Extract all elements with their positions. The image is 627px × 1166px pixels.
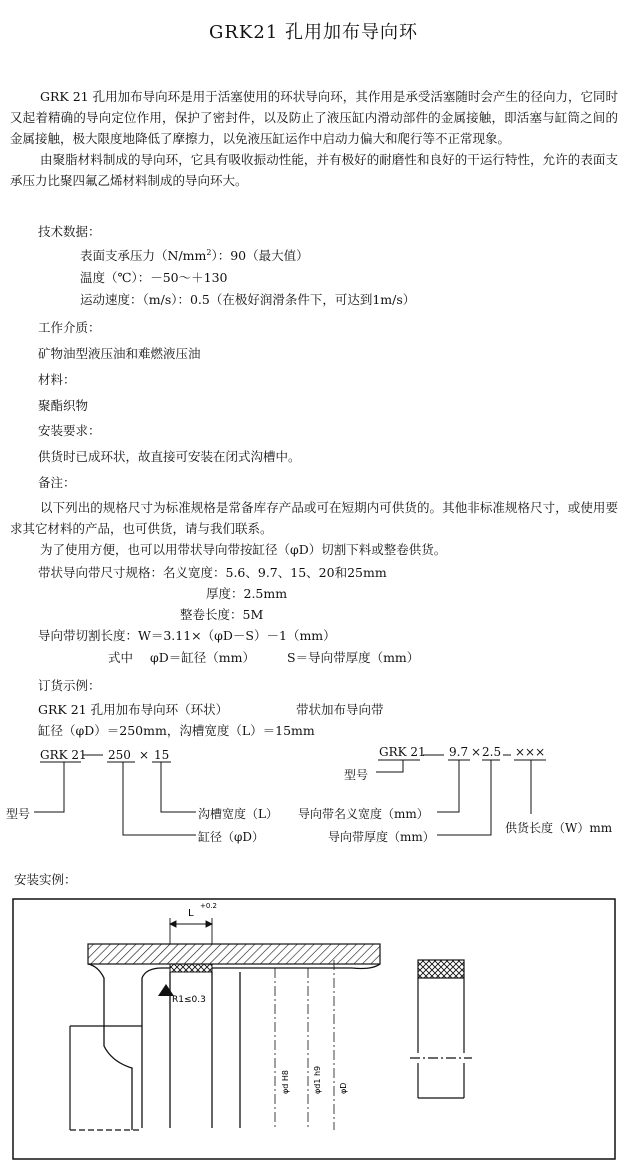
right-len-label: 供货长度（W）mm — [505, 821, 613, 835]
intro-paragraph-1: GRK 21 孔用加布导向环是用于活塞使用的环状导向环，其作用是承受活塞随时会产生的径向力，它同时又起着精确的导向定位作用，保护了密封件，以及防止了液压缸内滑动部件的金属接触，即活塞与缸筒之间的金属接触，极大限度地降低了摩擦力，以免液压缸运作中启动力偏大和爬行等不正常现象。 — [10, 89, 618, 146]
formula-where-s: S＝导向带厚度（mm） — [287, 650, 420, 665]
left-bore-label: 缸径（φD） — [198, 830, 265, 844]
strip-roll-length: 整卷长度：5M — [180, 607, 264, 622]
intro-text — [10, 86, 618, 191]
left-model-leader — [34, 762, 64, 812]
right-x: × — [471, 745, 482, 759]
right-thick-label: 导向带厚度（mm） — [328, 830, 435, 844]
left-bore-leader — [123, 762, 196, 835]
ring-side-view — [410, 960, 472, 1098]
tech-pressure-value: ）：90（最大值） — [211, 248, 309, 263]
left-code2: 250 — [108, 748, 131, 762]
notes-heading: 备注： — [38, 475, 76, 490]
left-groove-leader — [161, 762, 196, 812]
medium-text: 矿物油型液压油和难燃液压油 — [38, 346, 201, 361]
cylinder-wall — [88, 944, 380, 964]
cut-formula: 导向带切割长度：W＝3.11×（φD－S）－1（mm） — [38, 628, 336, 643]
order-heading: 订货示例： — [38, 678, 101, 693]
left-model-label: 型号 — [6, 807, 31, 821]
formula-where: 式中 — [108, 650, 134, 665]
strip-spec: 带状导向带尺寸规格：名义宽度：5.6、9.7、15、20和25mm — [38, 565, 387, 580]
right-code2: 9.7 — [449, 745, 469, 759]
left-code1: GRK 21 — [40, 748, 87, 762]
tech-temperature: 温度（℃）：－50～＋130 — [80, 270, 228, 285]
right-code1: GRK 21 — [379, 745, 426, 759]
drawing-frame — [13, 899, 615, 1159]
piston-outline — [88, 964, 380, 1130]
install-req-heading: 安装要求： — [38, 423, 101, 438]
medium-heading: 工作介质： — [38, 320, 101, 335]
intro-paragraph-2: 由聚脂材料制成的导向环，它具有吸收振动性能，并有极好的耐磨性和良好的干运行特性，允许的表面支承压力比聚四氟乙烯材料制成的导向环大。 — [10, 152, 618, 188]
right-thick-leader — [437, 760, 491, 835]
right-model-label: 型号 — [344, 768, 369, 782]
tech-heading: 技术数据： — [38, 224, 101, 239]
right-model-leader — [376, 760, 403, 772]
tech-pressure — [80, 246, 309, 264]
install-drawing — [12, 898, 616, 1160]
tech-speed: 运动速度：（m/s）：0.5（在极好润滑条件下，可达到1m/s） — [80, 292, 416, 307]
left-code3: 15 — [154, 748, 170, 762]
dim-d1-h9: φd1 h9 — [313, 1065, 322, 1094]
dim-L-tolerance: +0.2 — [200, 902, 217, 910]
radius-label: R1≤0.3 — [172, 995, 206, 1005]
right-code4: ××× — [515, 745, 546, 759]
left-x: × — [139, 748, 150, 762]
notes-paragraph-2: 为了使用方便，也可以用带状导向带按缸径（φD）切割下料或整卷供货。 — [40, 542, 447, 557]
material-heading: 材料： — [38, 372, 76, 387]
rod-outline — [70, 1026, 142, 1130]
page-title: GRK21 孔用加布导向环 — [208, 22, 418, 43]
order-example-right: 带状加布导向带 — [296, 702, 384, 717]
right-width-leader — [437, 760, 459, 812]
tech-pressure-label: 表面支承压力（N/mm — [80, 248, 207, 263]
strip-thickness: 厚度：2.5mm — [206, 586, 288, 601]
guide-ring-section — [170, 964, 212, 972]
right-code3: 2.5 — [482, 745, 502, 759]
install-req-text: 供货时已成环状，故直接可安装在闭式沟槽中。 — [38, 449, 301, 464]
radius-note — [158, 984, 206, 1005]
notes-text — [10, 497, 618, 560]
dim-d-h8: φd H8 — [281, 1069, 290, 1094]
left-groove-label: 沟槽宽度（L） — [198, 807, 278, 821]
formula-where-d: φD＝缸径（mm） — [150, 650, 255, 665]
order-example-left: GRK 21 孔用加布导向环（环状） — [38, 702, 229, 717]
notes-paragraph-1: 以下列出的规格尺寸为标准规格是常备库存产品或可在短期内可供货的。其他非标准规格尺寸，或使用要求其它材料的产品，也可供货，请与我们联系。 — [10, 500, 618, 536]
order-example-dims: 缸径（φD）＝250mm，沟槽宽度（L）＝15mm — [38, 723, 315, 738]
dimension-L — [170, 918, 212, 944]
dim-L-label: L — [188, 908, 194, 919]
center-lines — [275, 960, 334, 1130]
material-text: 聚酯织物 — [38, 398, 89, 413]
tech-pressure-sup: 2 — [206, 247, 212, 257]
right-width-label: 导向带名义宽度（mm） — [298, 807, 429, 821]
dim-D: φD — [339, 1082, 348, 1094]
install-example-heading: 安装实例： — [14, 872, 77, 887]
